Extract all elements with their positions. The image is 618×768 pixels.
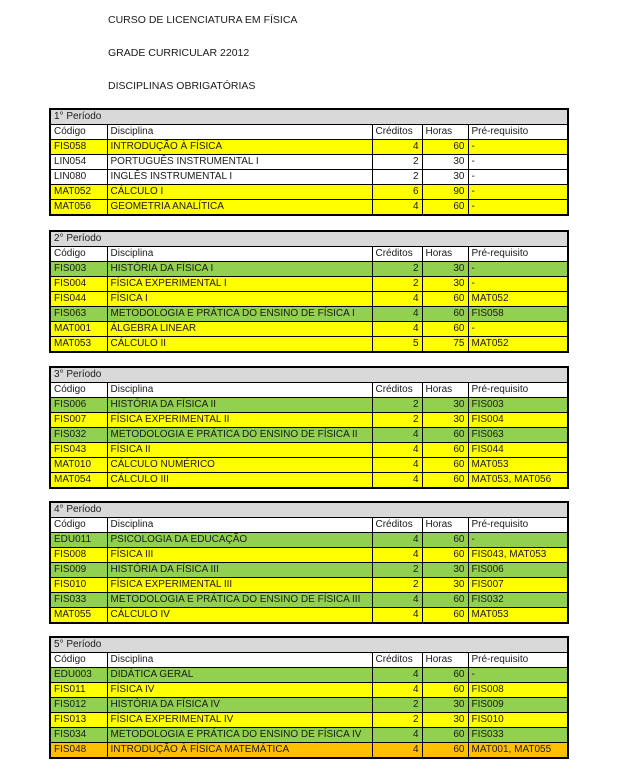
column-header: Horas <box>422 653 468 668</box>
cell-prereq: - <box>468 155 568 170</box>
column-header-row <box>50 247 568 262</box>
cell-hours: 30 <box>422 413 468 428</box>
cell-credits: 4 <box>372 593 422 608</box>
cell-hours: 60 <box>422 292 468 307</box>
cell-prereq: - <box>468 140 568 155</box>
column-header: Disciplina <box>107 247 372 262</box>
cell-discipline: FÍSICA EXPERIMENTAL I <box>107 277 372 292</box>
cell-prereq: - <box>468 170 568 185</box>
column-header: Código <box>50 383 107 398</box>
column-header: Disciplina <box>107 653 372 668</box>
cell-hours: 30 <box>422 155 468 170</box>
period-title: 3° Período <box>50 367 568 383</box>
table-row <box>50 322 568 337</box>
period-title: 5° Período <box>50 637 568 653</box>
cell-code: FIS004 <box>50 277 107 292</box>
cell-hours: 60 <box>422 593 468 608</box>
cell-prereq: - <box>468 200 568 216</box>
column-header: Horas <box>422 247 468 262</box>
cell-code: FIS032 <box>50 428 107 443</box>
cell-code: MAT056 <box>50 200 107 216</box>
cell-hours: 60 <box>422 200 468 216</box>
table-row <box>50 698 568 713</box>
cell-hours: 60 <box>422 307 468 322</box>
cell-discipline: CÁLCULO NUMÉRICO <box>107 458 372 473</box>
cell-discipline: HISTÓRIA DA FÍSICA II <box>107 398 372 413</box>
cell-credits: 4 <box>372 608 422 624</box>
table-row <box>50 608 568 624</box>
cell-credits: 6 <box>372 185 422 200</box>
cell-hours: 60 <box>422 428 468 443</box>
cell-discipline: PSICOLOGIA DA EDUCAÇÃO <box>107 533 372 548</box>
cell-prereq: - <box>468 262 568 277</box>
cell-discipline: INGLÊS INSTRUMENTAL I <box>107 170 372 185</box>
table-row <box>50 713 568 728</box>
cell-code: FIS043 <box>50 443 107 458</box>
table-row <box>50 413 568 428</box>
cell-code: FIS013 <box>50 713 107 728</box>
table-row <box>50 200 568 216</box>
cell-discipline: HISTÓRIA DA FÍSICA I <box>107 262 372 277</box>
cell-hours: 60 <box>422 668 468 683</box>
cell-credits: 2 <box>372 262 422 277</box>
cell-hours: 60 <box>422 683 468 698</box>
table-row <box>50 473 568 489</box>
cell-credits: 4 <box>372 292 422 307</box>
curriculum-title: GRADE CURRICULAR 22012 <box>108 47 250 59</box>
cell-hours: 60 <box>422 743 468 759</box>
table-row <box>50 277 568 292</box>
table-row <box>50 533 568 548</box>
column-header: Código <box>50 247 107 262</box>
cell-discipline: CÁLCULO I <box>107 185 372 200</box>
cell-discipline: METODOLOGIA E PRÁTICA DO ENSINO DE FÍSICA III <box>107 593 372 608</box>
cell-code: MAT001 <box>50 322 107 337</box>
column-header: Pré-requisito <box>468 653 568 668</box>
cell-hours: 60 <box>422 533 468 548</box>
cell-credits: 4 <box>372 443 422 458</box>
cell-credits: 4 <box>372 458 422 473</box>
cell-code: EDU011 <box>50 533 107 548</box>
cell-hours: 30 <box>422 398 468 413</box>
cell-code: FIS012 <box>50 698 107 713</box>
cell-hours: 30 <box>422 713 468 728</box>
cell-code: FIS033 <box>50 593 107 608</box>
cell-hours: 30 <box>422 563 468 578</box>
period-title: 1° Período <box>50 109 568 125</box>
table-row <box>50 563 568 578</box>
cell-credits: 4 <box>372 307 422 322</box>
column-header: Disciplina <box>107 383 372 398</box>
cell-code: LIN054 <box>50 155 107 170</box>
table-row <box>50 578 568 593</box>
cell-discipline: DIDÁTICA GERAL <box>107 668 372 683</box>
cell-prereq: FIS009 <box>468 698 568 713</box>
cell-code: FIS063 <box>50 307 107 322</box>
cell-credits: 4 <box>372 533 422 548</box>
table-row <box>50 443 568 458</box>
column-header: Créditos <box>372 247 422 262</box>
cell-prereq: FIS008 <box>468 683 568 698</box>
column-header: Créditos <box>372 383 422 398</box>
cell-hours: 60 <box>422 728 468 743</box>
column-header: Créditos <box>372 653 422 668</box>
cell-code: MAT053 <box>50 337 107 353</box>
cell-credits: 4 <box>372 743 422 759</box>
table-row <box>50 728 568 743</box>
cell-credits: 5 <box>372 337 422 353</box>
column-header: Pré-requisito <box>468 125 568 140</box>
cell-prereq: - <box>468 668 568 683</box>
cell-credits: 4 <box>372 668 422 683</box>
cell-discipline: HISTÓRIA DA FÍSICA IV <box>107 698 372 713</box>
cell-code: FIS011 <box>50 683 107 698</box>
cell-discipline: FÍSICA EXPERIMENTAL III <box>107 578 372 593</box>
cell-prereq: FIS033 <box>468 728 568 743</box>
column-header: Disciplina <box>107 518 372 533</box>
table-row <box>50 593 568 608</box>
cell-discipline: FÍSICA EXPERIMENTAL IV <box>107 713 372 728</box>
column-header: Pré-requisito <box>468 518 568 533</box>
cell-credits: 2 <box>372 578 422 593</box>
section-title: DISCIPLINAS OBRIGATÓRIAS <box>108 80 256 92</box>
cell-discipline: CÁLCULO IV <box>107 608 372 624</box>
cell-code: FIS010 <box>50 578 107 593</box>
cell-prereq: FIS063 <box>468 428 568 443</box>
cell-prereq: FIS043, MAT053 <box>468 548 568 563</box>
cell-code: FIS048 <box>50 743 107 759</box>
cell-discipline: ÁLGEBRA LINEAR <box>107 322 372 337</box>
cell-hours: 60 <box>422 548 468 563</box>
cell-prereq: MAT001, MAT055 <box>468 743 568 759</box>
period-title: 2° Período <box>50 231 568 247</box>
table-row <box>50 170 568 185</box>
cell-credits: 2 <box>372 698 422 713</box>
period-title: 4° Período <box>50 502 568 518</box>
column-header-row <box>50 383 568 398</box>
table-row <box>50 307 568 322</box>
cell-hours: 60 <box>422 443 468 458</box>
course-title: CURSO DE LICENCIATURA EM FÍSICA <box>108 14 298 26</box>
cell-prereq: FIS007 <box>468 578 568 593</box>
cell-prereq: FIS058 <box>468 307 568 322</box>
cell-credits: 4 <box>372 728 422 743</box>
cell-discipline: FÍSICA IV <box>107 683 372 698</box>
cell-hours: 60 <box>422 322 468 337</box>
cell-prereq: FIS032 <box>468 593 568 608</box>
cell-hours: 30 <box>422 170 468 185</box>
period-table-3 <box>49 366 569 489</box>
cell-hours: 60 <box>422 458 468 473</box>
cell-credits: 4 <box>372 428 422 443</box>
table-row <box>50 292 568 307</box>
cell-prereq: FIS003 <box>468 398 568 413</box>
cell-credits: 4 <box>372 322 422 337</box>
cell-code: MAT052 <box>50 185 107 200</box>
cell-code: FIS034 <box>50 728 107 743</box>
cell-credits: 2 <box>372 277 422 292</box>
column-header: Horas <box>422 383 468 398</box>
cell-discipline: FÍSICA III <box>107 548 372 563</box>
table-row <box>50 185 568 200</box>
cell-code: FIS058 <box>50 140 107 155</box>
period-table-4 <box>49 501 569 624</box>
cell-prereq: FIS006 <box>468 563 568 578</box>
cell-code: FIS007 <box>50 413 107 428</box>
table-row <box>50 458 568 473</box>
cell-discipline: INTRODUÇÃO À FÍSICA MATEMÁTICA <box>107 743 372 759</box>
cell-code: FIS008 <box>50 548 107 563</box>
column-header: Disciplina <box>107 125 372 140</box>
cell-prereq: - <box>468 533 568 548</box>
cell-discipline: METODOLOGIA E PRÁTICA DO ENSINO DE FÍSICA II <box>107 428 372 443</box>
column-header: Créditos <box>372 125 422 140</box>
cell-credits: 2 <box>372 413 422 428</box>
period-title-row <box>50 231 568 247</box>
period-title-row <box>50 109 568 125</box>
cell-discipline: HISTÓRIA DA FÍSICA III <box>107 563 372 578</box>
period-table-5 <box>49 636 569 759</box>
cell-prereq: - <box>468 185 568 200</box>
column-header-row <box>50 653 568 668</box>
cell-discipline: CÁLCULO II <box>107 337 372 353</box>
cell-credits: 2 <box>372 170 422 185</box>
column-header: Pré-requisito <box>468 247 568 262</box>
cell-code: EDU003 <box>50 668 107 683</box>
cell-hours: 30 <box>422 698 468 713</box>
cell-discipline: GEOMETRIA ANALÍTICA <box>107 200 372 216</box>
cell-prereq: MAT053, MAT056 <box>468 473 568 489</box>
cell-discipline: FÍSICA II <box>107 443 372 458</box>
period-title-row <box>50 637 568 653</box>
table-row <box>50 337 568 353</box>
cell-code: MAT010 <box>50 458 107 473</box>
cell-discipline: PORTUGUÊS INSTRUMENTAL I <box>107 155 372 170</box>
cell-discipline: METODOLOGIA E PRÁTICA DO ENSINO DE FÍSICA I <box>107 307 372 322</box>
table-row <box>50 668 568 683</box>
column-header: Código <box>50 653 107 668</box>
cell-prereq: FIS004 <box>468 413 568 428</box>
cell-hours: 60 <box>422 140 468 155</box>
cell-prereq: FIS010 <box>468 713 568 728</box>
cell-hours: 30 <box>422 277 468 292</box>
cell-discipline: METODOLOGIA E PRÁTICA DO ENSINO DE FÍSICA IV <box>107 728 372 743</box>
cell-discipline: INTRODUÇÃO À FÍSICA <box>107 140 372 155</box>
cell-hours: 30 <box>422 578 468 593</box>
column-header: Código <box>50 125 107 140</box>
cell-discipline: CÁLCULO III <box>107 473 372 489</box>
cell-discipline: FÍSICA EXPERIMENTAL II <box>107 413 372 428</box>
table-row <box>50 398 568 413</box>
table-row <box>50 548 568 563</box>
cell-discipline: FÍSICA I <box>107 292 372 307</box>
period-title-row <box>50 367 568 383</box>
table-row <box>50 262 568 277</box>
column-header-row <box>50 518 568 533</box>
cell-credits: 4 <box>372 548 422 563</box>
period-table-2 <box>49 230 569 353</box>
column-header: Horas <box>422 518 468 533</box>
cell-hours: 60 <box>422 473 468 489</box>
cell-code: FIS009 <box>50 563 107 578</box>
cell-credits: 2 <box>372 398 422 413</box>
column-header: Código <box>50 518 107 533</box>
period-table-1 <box>49 108 569 216</box>
cell-credits: 2 <box>372 563 422 578</box>
cell-hours: 60 <box>422 608 468 624</box>
cell-prereq: MAT052 <box>468 292 568 307</box>
table-row <box>50 683 568 698</box>
column-header: Pré-requisito <box>468 383 568 398</box>
cell-hours: 30 <box>422 262 468 277</box>
cell-prereq: MAT053 <box>468 608 568 624</box>
cell-credits: 4 <box>372 683 422 698</box>
cell-hours: 90 <box>422 185 468 200</box>
column-header: Créditos <box>372 518 422 533</box>
cell-code: MAT054 <box>50 473 107 489</box>
cell-prereq: FIS044 <box>468 443 568 458</box>
cell-credits: 4 <box>372 473 422 489</box>
cell-credits: 4 <box>372 140 422 155</box>
cell-prereq: MAT052 <box>468 337 568 353</box>
cell-prereq: - <box>468 277 568 292</box>
cell-code: LIN080 <box>50 170 107 185</box>
cell-code: FIS044 <box>50 292 107 307</box>
column-header-row <box>50 125 568 140</box>
table-row <box>50 140 568 155</box>
cell-hours: 75 <box>422 337 468 353</box>
cell-credits: 2 <box>372 713 422 728</box>
table-row <box>50 743 568 759</box>
table-row <box>50 155 568 170</box>
cell-credits: 2 <box>372 155 422 170</box>
cell-credits: 4 <box>372 200 422 216</box>
column-header: Horas <box>422 125 468 140</box>
period-title-row <box>50 502 568 518</box>
cell-code: FIS006 <box>50 398 107 413</box>
cell-code: MAT055 <box>50 608 107 624</box>
document-header <box>108 15 297 114</box>
cell-prereq: MAT053 <box>468 458 568 473</box>
table-row <box>50 428 568 443</box>
cell-prereq: - <box>468 322 568 337</box>
cell-code: FIS003 <box>50 262 107 277</box>
